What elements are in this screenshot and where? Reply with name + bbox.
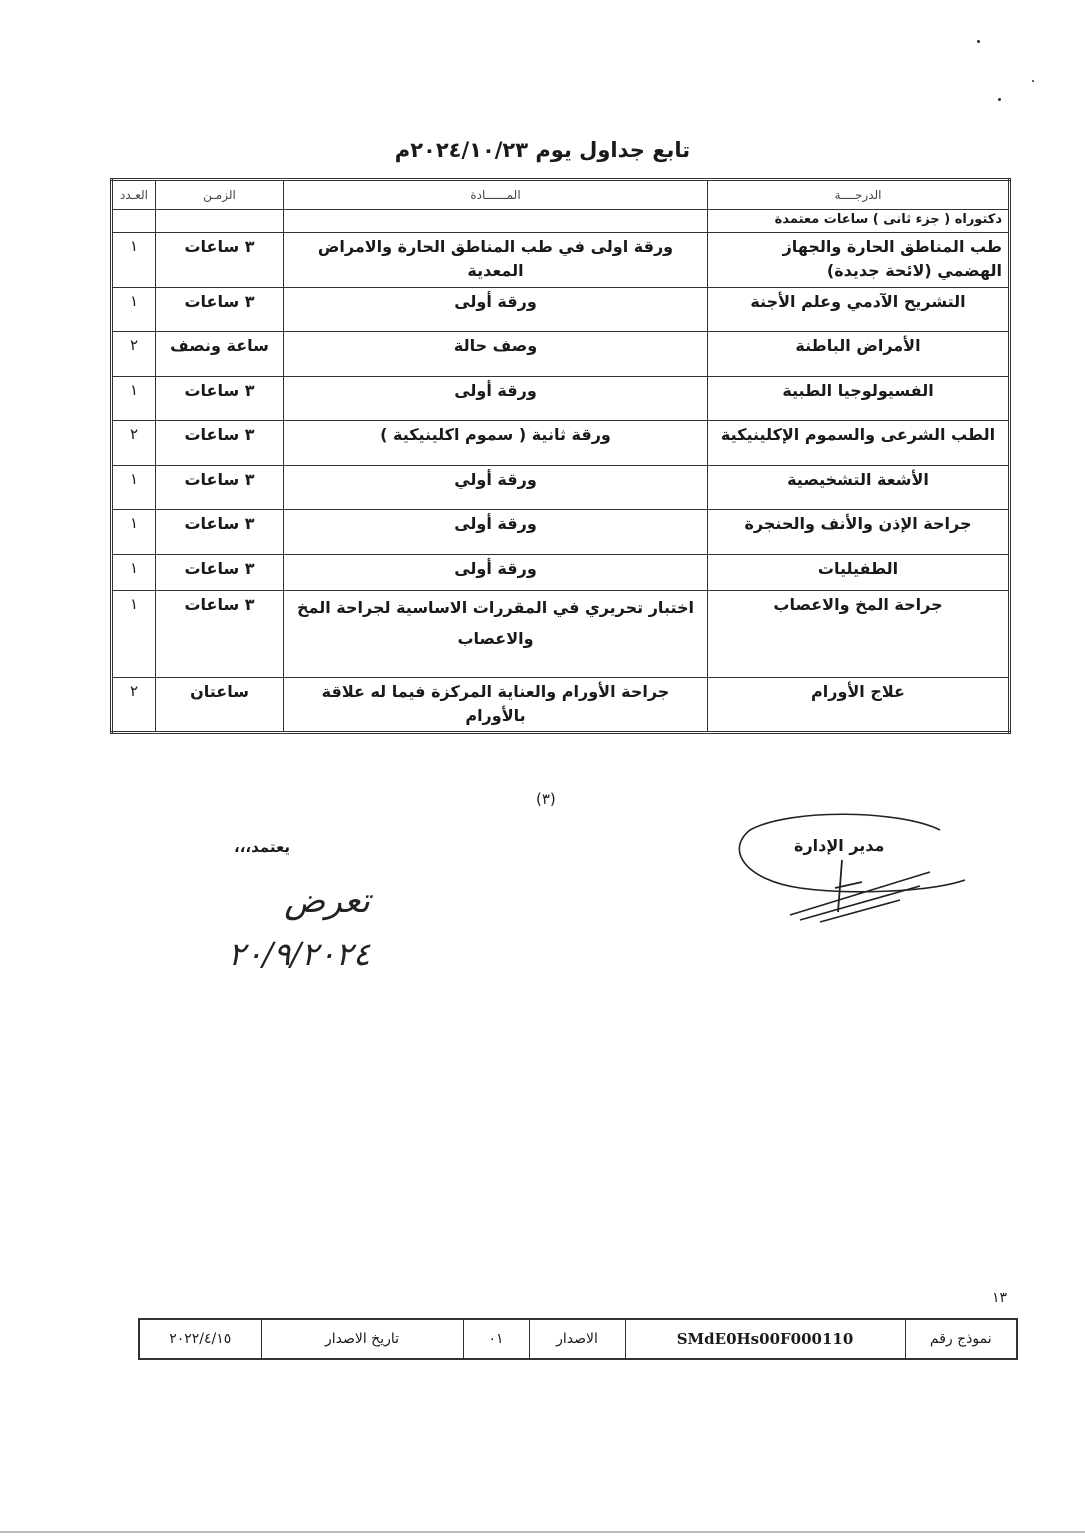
cell-count: ١ xyxy=(112,465,156,510)
cell-degree: علاج الأورام xyxy=(708,678,1010,733)
group-row xyxy=(112,210,1010,233)
cell-degree: الفسيولوجيا الطبية xyxy=(708,376,1010,421)
cell-time: ٣ ساعات xyxy=(156,376,284,421)
cell-count: ٢ xyxy=(112,332,156,377)
cell-degree: جراحة الإذن والأنف والحنجرة xyxy=(708,510,1010,555)
header-degree: الدرجــــة xyxy=(708,180,1010,210)
cell-degree: الطفيليات xyxy=(708,554,1010,590)
group-label: دكتوراه ( جزء ثانى ) ساعات معتمدة xyxy=(708,210,1010,233)
issue-date-value: ٢٠٢٢/٤/١٥ xyxy=(139,1319,261,1359)
header-count: العـدد xyxy=(112,180,156,210)
cell-subject: ورقة أولى xyxy=(284,287,708,332)
cell-subject: اختبار تحريري في المقررات الاساسية لجراحة المخ والاعصاب xyxy=(284,591,708,678)
cell-subject: جراحة الأورام والعناية المركزة فيما له علاقة بالأورام xyxy=(284,678,708,733)
table-row xyxy=(112,233,1010,288)
schedule-table xyxy=(110,178,1011,734)
scan-speck xyxy=(998,98,1001,101)
page-title: تابع جداول يوم ٢٠٢٤/١٠/٢٣م xyxy=(394,138,691,162)
table-row xyxy=(112,332,1010,377)
cell-subject: ورقة أولى xyxy=(284,376,708,421)
form-code: SMdE0Hs00F000110 xyxy=(625,1319,905,1359)
cell-count: ٢ xyxy=(112,678,156,733)
table-row xyxy=(112,287,1010,332)
cell-time: ساعتان xyxy=(156,678,284,733)
cell-count: ١ xyxy=(112,233,156,288)
table-row xyxy=(112,678,1010,733)
cell-degree: الأشعة التشخيصية xyxy=(708,465,1010,510)
cell-count: ١ xyxy=(112,376,156,421)
manager-signature xyxy=(730,800,980,940)
cell-time: ٣ ساعات xyxy=(156,591,284,678)
issue-date-label: تاريخ الاصدار xyxy=(261,1319,463,1359)
header-subject: المــــــادة xyxy=(284,180,708,210)
cell-degree: جراحة المخ والاعصاب xyxy=(708,591,1010,678)
scan-edge xyxy=(0,1531,1085,1533)
version-label: الاصدار xyxy=(529,1319,625,1359)
approve-label: يعتمد،،، xyxy=(234,838,291,856)
scan-speck xyxy=(1032,80,1034,82)
scan-speck xyxy=(977,40,980,43)
cell-time: ٣ ساعات xyxy=(156,287,284,332)
table-row xyxy=(112,510,1010,555)
cell-subject: وصف حالة xyxy=(284,332,708,377)
table-row xyxy=(112,554,1010,590)
cell-subject: ورقة أولى xyxy=(284,510,708,555)
cell-subject: ورقة ثانية ( سموم اكلينيكية ) xyxy=(284,421,708,466)
handwritten-date: ٢٠/٩/٢٠٢٤ xyxy=(228,935,370,973)
cell-count: ١ xyxy=(112,287,156,332)
table-header-row xyxy=(112,180,1010,210)
cell-degree: طب المناطق الحارة والجهاز الهضمي (لائحة جديدة) xyxy=(708,233,1010,288)
form-footer xyxy=(138,1318,1018,1360)
cell-degree: التشريح الآدمي وعلم الأجنة xyxy=(708,287,1010,332)
cell-subject: ورقة أولي xyxy=(284,465,708,510)
header-time: الزمـن xyxy=(156,180,284,210)
table-row xyxy=(112,421,1010,466)
table-row xyxy=(112,591,1010,678)
page-number: (٣) xyxy=(536,790,556,808)
cell-subject: ورقة أولى xyxy=(284,554,708,590)
cell-time: ساعة ونصف xyxy=(156,332,284,377)
cell-degree: الطب الشرعى والسموم الإكلينيكية xyxy=(708,421,1010,466)
table-row xyxy=(112,376,1010,421)
cell-count: ١ xyxy=(112,554,156,590)
cell-time: ٣ ساعات xyxy=(156,465,284,510)
cell-time: ٣ ساعات xyxy=(156,233,284,288)
cell-subject: ورقة اولى في طب المناطق الحارة والامراض المعدية xyxy=(284,233,708,288)
corner-number: ١٣ xyxy=(992,1290,1008,1306)
cell-count: ١ xyxy=(112,510,156,555)
version-value: ٠١ xyxy=(463,1319,529,1359)
cell-count: ٢ xyxy=(112,421,156,466)
cell-time: ٣ ساعات xyxy=(156,510,284,555)
table-row xyxy=(112,465,1010,510)
cell-time: ٣ ساعات xyxy=(156,554,284,590)
cell-degree: الأمراض الباطنة xyxy=(708,332,1010,377)
cell-time: ٣ ساعات xyxy=(156,421,284,466)
cell-count: ١ xyxy=(112,591,156,678)
manager-label: مدير الإدارة xyxy=(794,836,885,855)
handwritten-word: تعرض xyxy=(284,881,370,921)
form-number-label: نموذج رقم xyxy=(905,1319,1017,1359)
handwritten-approval xyxy=(190,870,390,980)
